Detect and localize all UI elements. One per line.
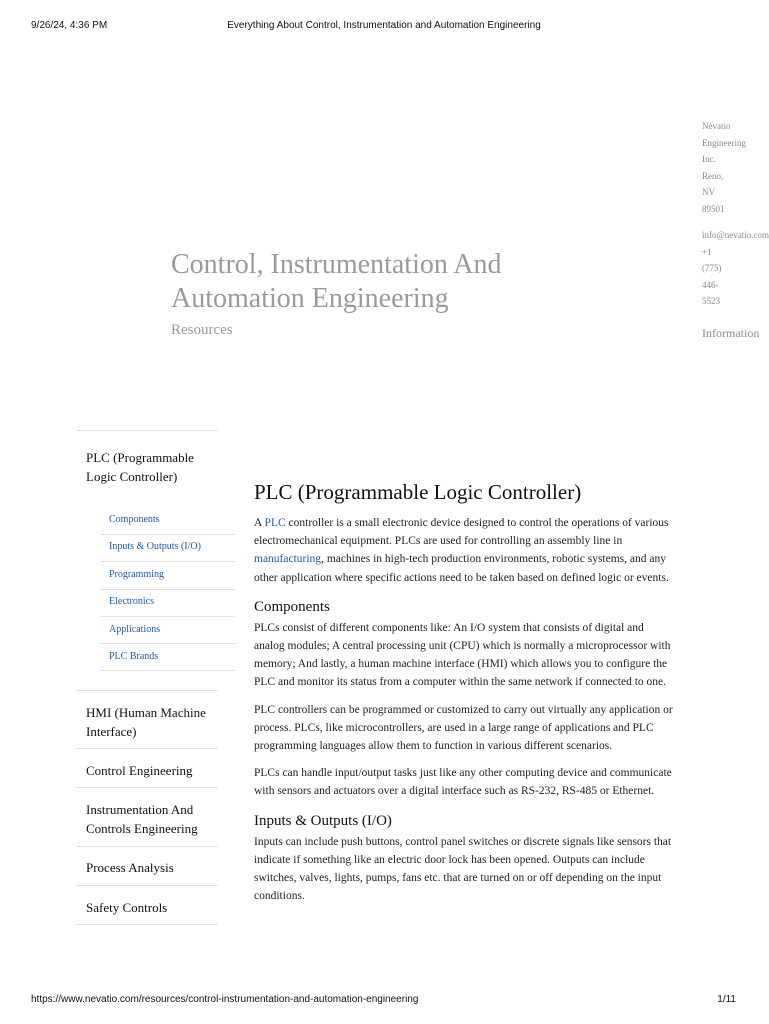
- sidebar-item-instrumentation[interactable]: Instrumentation And Controls Engineering: [86, 802, 198, 836]
- information-link[interactable]: Information: [702, 326, 760, 340]
- divider: [100, 616, 235, 617]
- print-title: Everything About Control, Instrumentation and Automation Engineering: [227, 20, 541, 31]
- sidebar-subitem-plc-brands[interactable]: PLC Brands: [109, 651, 159, 662]
- divider: [76, 430, 218, 431]
- hero-subtitle: Resources: [171, 322, 233, 338]
- sidebar-item-plc[interactable]: PLC (Programmable Logic Controller): [86, 450, 194, 484]
- divider: [100, 534, 235, 535]
- sidebar-subitem-applications[interactable]: Applications: [109, 624, 161, 635]
- intro-text: A: [254, 517, 265, 529]
- print-url: https://www.nevatio.com/resources/control-instrumentation-and-automation-engineering: [31, 994, 419, 1005]
- contact-phone[interactable]: +1: [702, 246, 712, 257]
- contact-line: NV: [702, 187, 715, 197]
- contact-line: Reno,: [702, 170, 724, 181]
- divider: [76, 924, 218, 925]
- contact-phone[interactable]: 446-: [702, 279, 719, 290]
- sidebar-item-hmi[interactable]: HMI (Human Machine Interface): [86, 705, 206, 739]
- plc-link[interactable]: PLC: [264, 517, 286, 529]
- contact-line: Engineering: [702, 137, 746, 148]
- article: [254, 478, 674, 905]
- divider: [76, 846, 218, 847]
- paragraph: PLCs can handle input/output tasks just like any other computing device and communicate with sensors and actuators over a digital interface such as RS-232, RS-485 or Ethernet.: [254, 767, 672, 798]
- sidebar-item-process-analysis[interactable]: Process Analysis: [86, 860, 174, 875]
- sidebar-subitem-io[interactable]: Inputs & Outputs (I/O): [109, 541, 201, 552]
- divider: [100, 670, 235, 671]
- divider: [76, 690, 218, 691]
- divider: [100, 561, 235, 562]
- divider: [76, 787, 218, 788]
- divider: [76, 885, 218, 886]
- print-page-number: 1/11: [717, 994, 736, 1005]
- manufacturing-link[interactable]: manufacturing: [254, 553, 322, 566]
- contact-email[interactable]: info@nevatio.com: [702, 230, 769, 240]
- intro-text: , machines in high-tech production environments, robotic systems, and any other application where specific actions need to be taken based on defined logic or events.: [254, 553, 669, 584]
- paragraph: PLC controllers can be programmed or customized to carry out virtually any application or process. PLCs, like microcontrollers, are used in a large range of applications and PLC programming languages allow them to function in various different scenarios.: [254, 703, 673, 753]
- intro-text: controller is a small electronic device designed to control the operations of various electromechanical equipment. PLCs are used for controlling an assembly line in: [254, 517, 669, 548]
- contact-line: 89501: [702, 203, 725, 214]
- hero-title: Control, Instrumentation And Automation Engineering: [171, 249, 502, 314]
- paragraph: Inputs can include push buttons, control panel switches or discrete signals like sensors that indicate if something like an electric door lock has been opened. Outputs can include switches, valves, lights, pumps, fans etc. that are turned on or off depending on the input conditions.: [254, 835, 672, 903]
- section-heading-components: Components: [254, 598, 330, 615]
- paragraph: PLCs consist of different components like: An I/O system that consists of digital and analog modules; A central processing unit (CPU) which is normally a microprocessor with memory; And lastly, a human machine interface (HMI) which allows you to configure the PLC and monitor its status from a computer within the same network if connected to one.: [254, 621, 671, 689]
- sidebar-subitem-programming[interactable]: Programming: [109, 569, 164, 580]
- print-date: 9/26/24, 4:36 PM: [31, 20, 108, 31]
- article-intro: [254, 514, 674, 587]
- contact-phone[interactable]: (775): [702, 263, 722, 273]
- divider: [100, 643, 235, 644]
- divider: [100, 589, 235, 590]
- divider: [76, 748, 218, 749]
- contact-block: [702, 118, 769, 310]
- contact-phone[interactable]: 5523: [702, 296, 720, 306]
- contact-line: Nevatio: [702, 121, 731, 131]
- sidebar-subitem-components[interactable]: Components: [109, 514, 160, 525]
- sidebar-subitem-electronics[interactable]: Electronics: [109, 596, 154, 607]
- sidebar-item-safety-controls[interactable]: Safety Controls: [86, 900, 168, 915]
- contact-line: Inc.: [702, 154, 716, 164]
- article-title: PLC (Programmable Logic Controller): [254, 480, 582, 504]
- sidebar-item-control-engineering[interactable]: Control Engineering: [86, 763, 193, 778]
- section-heading-io: Inputs & Outputs (I/O): [254, 812, 392, 829]
